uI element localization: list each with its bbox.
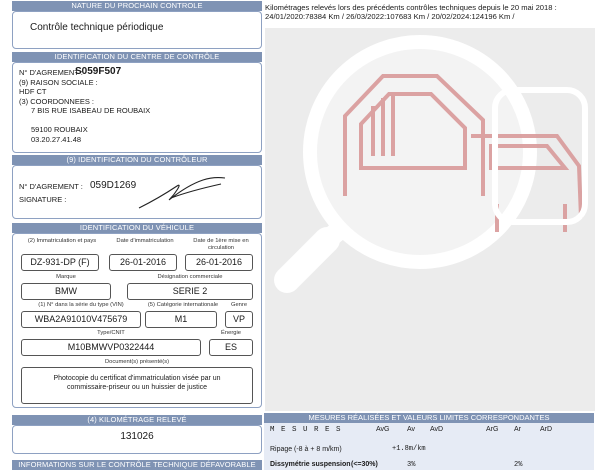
informations-header: INFORMATIONS SUR LE CONTRÔLE TECHNIQUE DÉFAVORABLE [12, 460, 262, 470]
dissymetrie-ar-value: 2% [514, 461, 523, 469]
centre-box [12, 62, 262, 153]
controleur-signature-label: SIGNATURE : [19, 195, 67, 204]
documents-label: Document(s) présenté(s) [104, 359, 170, 365]
col-ar: Ar [514, 426, 521, 433]
kilometrage-header: (4) KILOMÉTRAGE RELEVÉ [12, 415, 262, 425]
centre-raison-value: HDF CT [19, 87, 47, 96]
col-avd: AvD [430, 426, 444, 433]
centre-address-line2: 59100 ROUBAIX [31, 125, 88, 134]
col-avg: AvG [376, 426, 390, 433]
mesures-header: MESURES RÉALISÉES ET VALEURS LIMITES CORRESPONDANTES [264, 413, 594, 423]
mesures-col-title: M E S U R E S [270, 426, 342, 434]
energie-field: ES [209, 339, 253, 356]
marque-field: BMW [21, 283, 111, 300]
categorie-field: M1 [145, 311, 217, 328]
km-history-line2: 24/01/2020:78384 Km / 26/03/2022:107683 Km / 20/02/2024:124196 Km / [265, 12, 515, 21]
vin-field: WBA2A91010V475679 [21, 311, 141, 328]
next-control-box [12, 11, 262, 49]
vehicule-box [12, 233, 262, 408]
designation-field: SERIE 2 [127, 283, 253, 300]
vehicule-header: IDENTIFICATION DU VÉHICULE [12, 223, 262, 233]
mesures-table [264, 423, 594, 470]
centre-agrement-label: N° D'AGREMENT : [19, 68, 83, 77]
ripage-av-value: +1.8m/km [392, 445, 426, 453]
col-av: Av [407, 426, 416, 433]
vin-label: (1) N° dans la série du type (VIN) [38, 302, 124, 308]
type-label: Type/CNIT [97, 330, 125, 336]
magnifier-car-watermark [265, 28, 595, 411]
controleur-agrement-value: 059D1269 [90, 180, 137, 191]
centre-phone: 03.20.27.41.48 [31, 135, 82, 144]
centre-header: IDENTIFICATION DU CENTRE DE CONTRÔLE [12, 52, 262, 62]
immat-label: (2) Immatriculation et pays [27, 238, 97, 244]
categorie-label: (5) Catégorie internationale [147, 302, 219, 308]
controleur-box [12, 165, 262, 219]
km-history-line1: Kilométrages relevés lors des précédents contrôles techniques depuis le 20 mai 2018 : [265, 3, 557, 12]
kilometrage-value: 131026 [120, 431, 154, 442]
kilometrage-box [12, 425, 262, 454]
col-arg: ArG [486, 426, 499, 433]
controleur-agrement-label: N° D'AGREMENT : [19, 182, 83, 191]
next-control-header: NATURE DU PROCHAIN CONTROLE [12, 1, 262, 11]
ripage-label: Ripage [270, 446, 293, 453]
next-control-value: Contrôle technique périodique [30, 22, 164, 33]
genre-label: Genre [230, 302, 248, 308]
centre-agrement-value: S059F507 [75, 66, 122, 77]
immat-field: DZ-931-DP (F) [21, 254, 99, 271]
centre-address-line1: 7 BIS RUE ISABEAU DE ROUBAIX [31, 106, 151, 115]
designation-label: Désignation commerciale [157, 274, 223, 280]
date-immat-field: 26-01-2016 [109, 254, 177, 271]
centre-coord-label: (3) COORDONNEES : [19, 97, 95, 106]
date-immat-label: Date d'immatriculation [116, 238, 174, 244]
type-field: M10BMWVP0322444 [21, 339, 201, 356]
watermark-panel [265, 28, 595, 411]
dissymetrie-range: (<=30%) [351, 461, 378, 468]
signature-scribble [131, 172, 231, 212]
col-ard: ArD [540, 426, 553, 433]
ripage-range: (-8 à + 8 m/km) [294, 446, 342, 453]
centre-raison-label: (9) RAISON SOCIALE : [19, 78, 98, 87]
documents-field: Photocopie du certificat d'immatriculation visée par un commissaire-priseur ou un huissier de justice [21, 367, 253, 404]
dissymetrie-label: Dissymétrie suspension [270, 461, 351, 468]
controleur-header: (9) IDENTIFICATION DU CONTRÔLEUR [12, 155, 262, 165]
marque-label: Marque [56, 274, 76, 280]
genre-field: VP [225, 311, 253, 328]
date-circ-label: Date de 1ère mise en circulation [193, 238, 249, 251]
date-circ-field: 26-01-2016 [185, 254, 253, 271]
energie-label: Énergie [221, 330, 241, 336]
dissymetrie-av-value: 3% [407, 461, 416, 469]
